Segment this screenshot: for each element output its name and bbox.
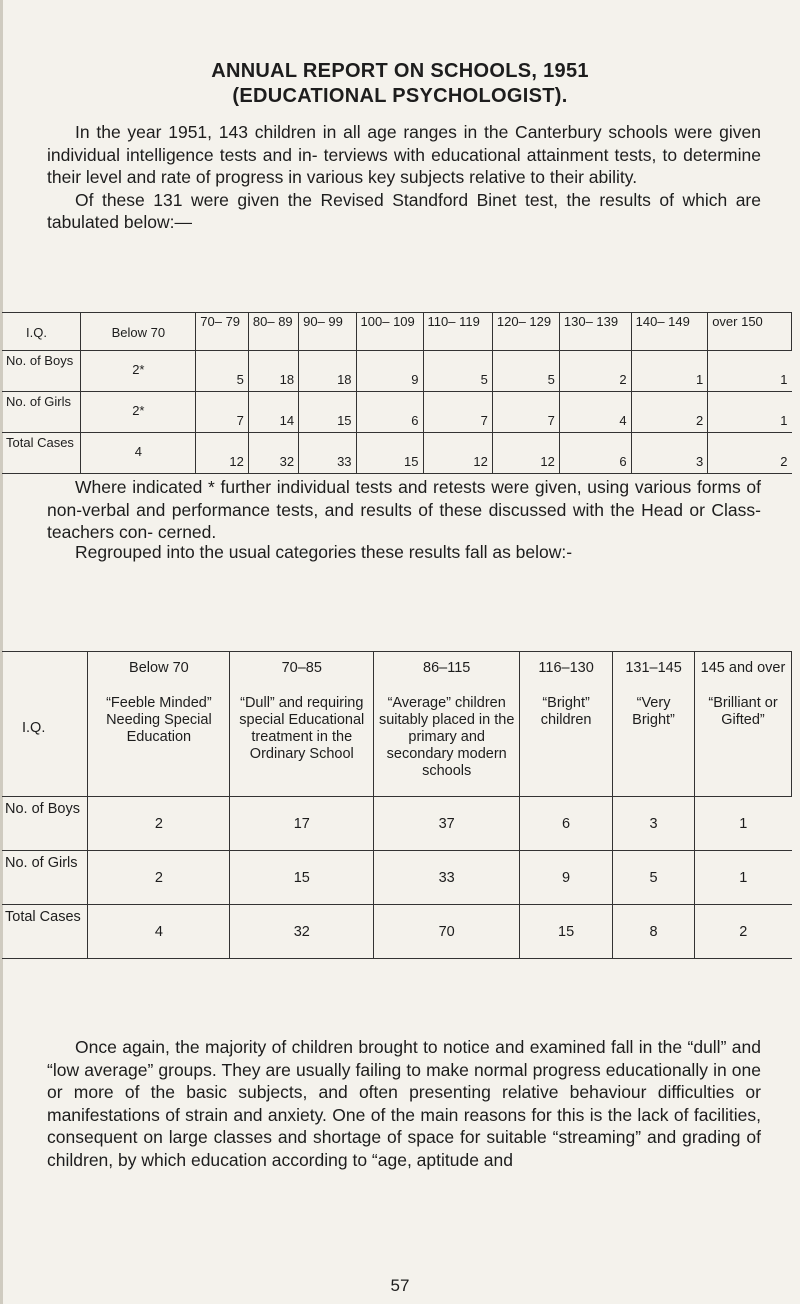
table2-row-total bbox=[2, 905, 792, 959]
table-cell: 15 bbox=[356, 433, 423, 474]
report-title: ANNUAL REPORT ON SCHOOLS, 1951 bbox=[211, 60, 589, 82]
table-cell: 33 bbox=[299, 433, 356, 474]
row-label: No. of Girls bbox=[5, 855, 78, 871]
table1-header: 100– 109 bbox=[356, 313, 423, 351]
table1-header-row bbox=[2, 313, 792, 351]
range-label: 70–85 bbox=[281, 660, 322, 676]
conclusion-paragraph: Once again, the majority of children brought to notice and examined fall in the “dull” and “low average” groups. They are usually failing to make normal progress educationally in one or more of the basic subjects, and often presenting relative behaviour difficulties or manifestations of strain and anxiety. One of the main reasons for this is the lack of facilities, consequent on large classes and shortage of space for suitable “streaming” and grading of children, by which education according to “age, aptitude and bbox=[47, 1037, 761, 1170]
range-label: 131–145 bbox=[625, 660, 682, 676]
table1-header: 70– 79 bbox=[196, 313, 249, 351]
report-subtitle: (EDUCATIONAL PSYCHOLOGIST). bbox=[232, 85, 568, 107]
table-cell: 5 bbox=[196, 351, 249, 392]
conclusion-text bbox=[47, 1036, 761, 1172]
page-number: 57 bbox=[390, 1276, 410, 1295]
table-cell: 15 bbox=[299, 392, 356, 433]
table-cell: 2 bbox=[559, 351, 631, 392]
table-cell: 4 bbox=[559, 392, 631, 433]
table2-iq-header: I.Q. bbox=[22, 719, 46, 736]
table-cell: 12 bbox=[492, 433, 559, 474]
table-cell: 7 bbox=[423, 392, 492, 433]
table-cell: 5 bbox=[492, 351, 559, 392]
table1-header: 90– 99 bbox=[299, 313, 356, 351]
category-label: “Feeble Minded” Needing Special Education bbox=[106, 695, 212, 745]
table-cell: 37 bbox=[374, 797, 520, 851]
table2-header bbox=[520, 652, 613, 797]
table-cell: 70 bbox=[374, 905, 520, 959]
table-cell: 2 bbox=[631, 392, 708, 433]
table-cell: 2* bbox=[81, 392, 196, 433]
category-table bbox=[2, 651, 792, 959]
category-label: “Dull” and requiring special Educational treatment in the Ordinary School bbox=[239, 695, 365, 762]
table-cell: 3 bbox=[631, 433, 708, 474]
table-cell: 15 bbox=[520, 905, 613, 959]
table1-header: over 150 bbox=[708, 313, 792, 351]
table-cell: 9 bbox=[520, 851, 613, 905]
table2-header-row bbox=[2, 652, 792, 797]
table-cell: 1 bbox=[708, 351, 792, 392]
table-cell: 2* bbox=[81, 351, 196, 392]
table-cell: 1 bbox=[708, 392, 792, 433]
table1-row-total bbox=[2, 433, 792, 474]
range-label: 86–115 bbox=[423, 660, 471, 676]
category-label: “Bright” children bbox=[540, 695, 592, 728]
table1-header: 80– 89 bbox=[248, 313, 298, 351]
table-cell: 2 bbox=[695, 905, 792, 959]
table-cell: 14 bbox=[248, 392, 298, 433]
row-label: No. of Girls bbox=[6, 394, 72, 409]
range-label: 145 and over bbox=[700, 660, 786, 676]
table-cell: 18 bbox=[248, 351, 298, 392]
table-cell: 9 bbox=[356, 351, 423, 392]
category-label: “Average” children suitably placed in the primary and secondary modern schools bbox=[378, 695, 515, 779]
table-cell: 1 bbox=[695, 797, 792, 851]
table1-row-boys bbox=[2, 351, 792, 392]
category-label: “Very Bright” bbox=[632, 695, 675, 728]
table-cell: 7 bbox=[492, 392, 559, 433]
row-label: No. of Boys bbox=[6, 353, 74, 368]
table-cell: 1 bbox=[695, 851, 792, 905]
table-cell: 18 bbox=[299, 351, 356, 392]
table-cell: 2 bbox=[88, 851, 230, 905]
category-label: “Brilliant or Gifted” bbox=[708, 695, 778, 728]
table-cell: 2 bbox=[708, 433, 792, 474]
table2-header bbox=[695, 652, 792, 797]
table-cell: 6 bbox=[356, 392, 423, 433]
table-cell: 6 bbox=[559, 433, 631, 474]
binet-results-table bbox=[2, 312, 792, 474]
table1-header: I.Q. bbox=[26, 324, 47, 340]
table-cell: 5 bbox=[423, 351, 492, 392]
table1-header: 120– 129 bbox=[492, 313, 559, 351]
table-cell: 32 bbox=[248, 433, 298, 474]
table1-header: 140– 149 bbox=[631, 313, 708, 351]
regroup-paragraph: Regrouped into the usual categories these results fall as below:- bbox=[75, 542, 573, 562]
table-cell: 2 bbox=[88, 797, 230, 851]
table2-header bbox=[374, 652, 520, 797]
table1-header: 130– 139 bbox=[559, 313, 631, 351]
table-cell: 5 bbox=[613, 851, 695, 905]
table-cell: 6 bbox=[520, 797, 613, 851]
table-cell: 12 bbox=[196, 433, 249, 474]
table-cell: 33 bbox=[374, 851, 520, 905]
notes-text bbox=[47, 476, 761, 544]
row-label: No. of Boys bbox=[5, 801, 80, 817]
table1-row-girls bbox=[2, 392, 792, 433]
table-cell: 12 bbox=[423, 433, 492, 474]
table-cell: 3 bbox=[613, 797, 695, 851]
range-label: 116–130 bbox=[538, 660, 594, 676]
intro-paragraph-2: Of these 131 were given the Revised Standford Binet test, the results of which are tabulated below:— bbox=[47, 189, 761, 233]
table2-header bbox=[88, 652, 230, 797]
row-label: Total Cases bbox=[6, 435, 74, 450]
table2-row-girls bbox=[2, 851, 792, 905]
table2-header bbox=[613, 652, 695, 797]
range-label: Below 70 bbox=[129, 660, 189, 676]
table-cell: 4 bbox=[81, 433, 196, 474]
table-cell: 32 bbox=[230, 905, 374, 959]
table-cell: 17 bbox=[230, 797, 374, 851]
table-cell: 7 bbox=[196, 392, 249, 433]
regroup-text bbox=[47, 541, 761, 564]
table-cell: 1 bbox=[631, 351, 708, 392]
intro-paragraph-1: In the year 1951, 143 children in all age ranges in the Canterbury schools were given individual intelligence tests and in- terviews with educational attainment tests, to determine their level and rate of progress in various key subjects relative to their ability. bbox=[47, 122, 761, 188]
table1-header: Below 70 bbox=[81, 313, 196, 351]
row-label: Total Cases bbox=[5, 909, 81, 925]
table-cell: 8 bbox=[613, 905, 695, 959]
table2-header bbox=[230, 652, 374, 797]
table1-header: 110– 119 bbox=[423, 313, 492, 351]
table-cell: 15 bbox=[230, 851, 374, 905]
table2-row-boys bbox=[2, 797, 792, 851]
intro-text bbox=[47, 121, 761, 234]
retest-note-paragraph: Where indicated * further individual tests and retests were given, using various forms of non-verbal and performance tests, and results of these discussed with the Head or Class-teachers con- cerned. bbox=[47, 477, 761, 543]
table-cell: 4 bbox=[88, 905, 230, 959]
